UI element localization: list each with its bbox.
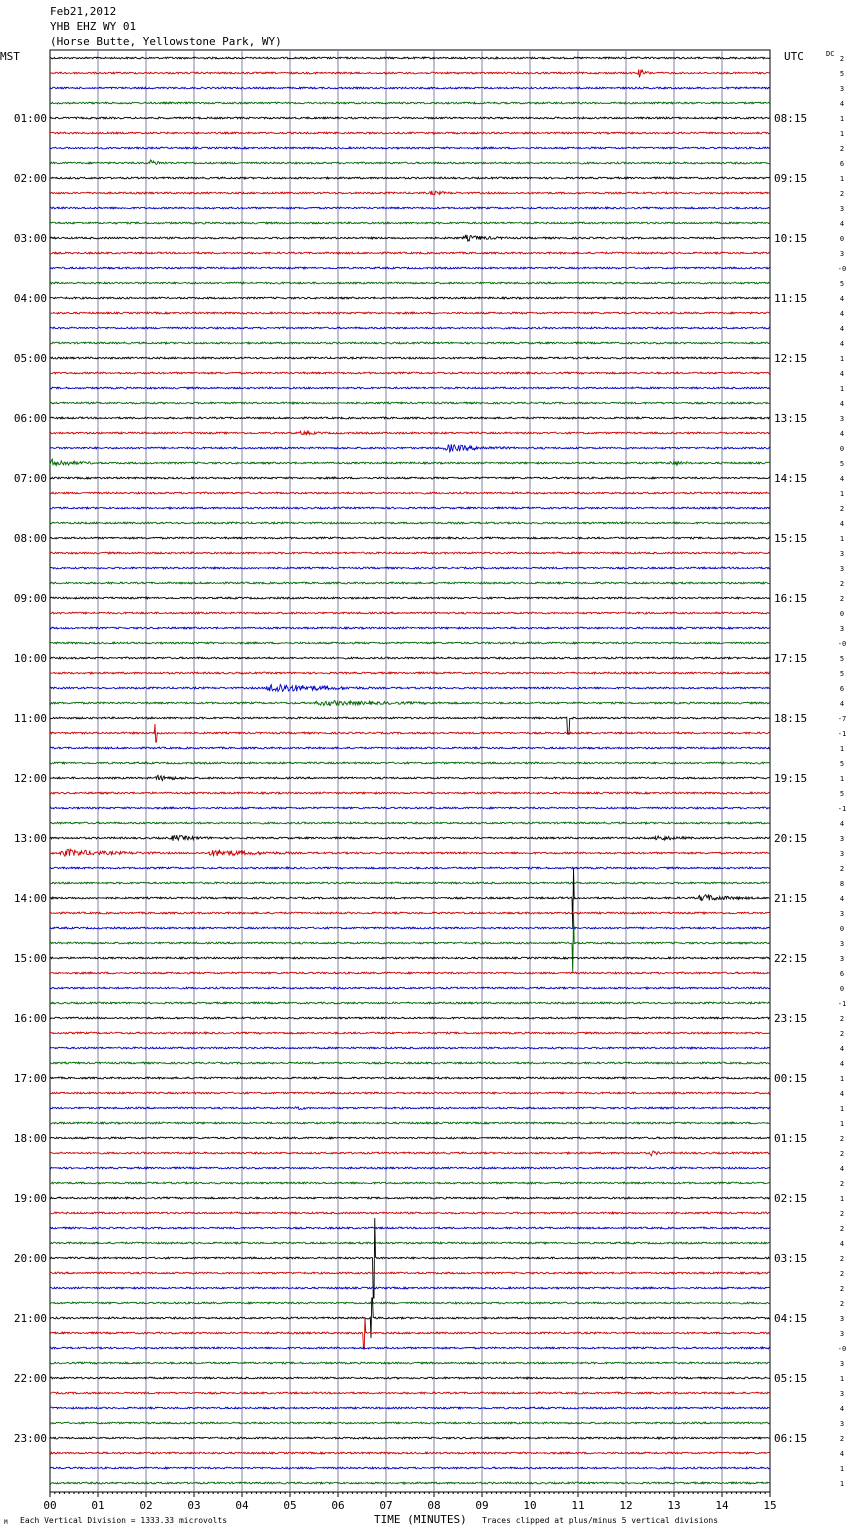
dc-offset-label: 3: [839, 625, 845, 633]
trace-5: [50, 132, 770, 134]
trace-35: [50, 582, 770, 584]
trace-38: [50, 627, 770, 629]
dc-offset-label: 4: [839, 820, 845, 828]
trace-81: [50, 1272, 770, 1274]
trace-24: [50, 417, 770, 419]
mst-hour-label: 23:00: [13, 1432, 47, 1445]
trace-80: [50, 1218, 770, 1298]
mst-hour-label: 03:00: [13, 232, 47, 245]
utc-hour-label: 04:15: [774, 1312, 808, 1325]
dc-offset-label: 3: [839, 1330, 845, 1338]
dc-offset-label: 2: [839, 1030, 845, 1038]
dc-offset-label: 1: [839, 535, 845, 543]
dc-offset-label: 1: [839, 130, 845, 138]
dc-offset-label: 1: [839, 385, 845, 393]
dc-offset-label: 2: [839, 190, 845, 198]
utc-hour-label: 19:15: [774, 772, 808, 785]
trace-3: [50, 102, 770, 104]
dc-offset-label: 1: [839, 1465, 845, 1473]
trace-69: [50, 1092, 770, 1094]
trace-60: [50, 957, 770, 959]
trace-17: [50, 312, 770, 314]
trace-82: [50, 1287, 770, 1289]
trace-63: [50, 1002, 770, 1004]
utc-hour-label: 00:15: [774, 1072, 808, 1085]
dc-offset-label: 3: [839, 415, 845, 423]
utc-hour-label: 20:15: [774, 832, 808, 845]
mst-hour-label: 17:00: [13, 1072, 47, 1085]
trace-10: [50, 207, 770, 209]
dc-offset-label: -0: [837, 640, 847, 648]
trace-31: [50, 522, 770, 524]
dc-offset-label: 1: [839, 1120, 845, 1128]
trace-39: [50, 642, 770, 644]
clip-note: Traces clipped at plus/minus 5 vertical divisions: [482, 1516, 719, 1525]
trace-79: [50, 1242, 770, 1244]
trace-25: [50, 431, 770, 434]
trace-76: [50, 1197, 770, 1199]
dc-offset-label: 4: [839, 100, 845, 108]
trace-52: [50, 835, 770, 841]
trace-45: [50, 724, 770, 742]
trace-89: [50, 1392, 770, 1394]
trace-20: [50, 357, 770, 359]
dc-offset-label: 6: [839, 685, 845, 693]
dc-offset-label: 2: [839, 505, 845, 513]
trace-15: [50, 282, 770, 284]
utc-hour-label: 05:15: [774, 1372, 808, 1385]
trace-27: [50, 459, 770, 465]
dc-offset-label: 2: [839, 1015, 845, 1023]
trace-48: [50, 775, 770, 780]
trace-40: [50, 657, 770, 659]
dc-offset-label: 2: [839, 55, 845, 63]
trace-83: [50, 1302, 770, 1304]
dc-offset-label: 4: [839, 1165, 845, 1173]
utc-hour-label: 09:15: [774, 172, 808, 185]
trace-14: [50, 267, 770, 269]
dc-offset-label: 2: [839, 865, 845, 873]
trace-93: [50, 1452, 770, 1454]
trace-49: [50, 792, 770, 794]
trace-47: [50, 762, 770, 764]
mst-hour-label: 09:00: [13, 592, 47, 605]
utc-hour-label: 08:15: [774, 112, 808, 125]
trace-32: [50, 537, 770, 539]
trace-71: [50, 1122, 770, 1124]
trace-57: [50, 912, 770, 914]
mst-hour-label: 05:00: [13, 352, 47, 365]
trace-74: [50, 1167, 770, 1169]
trace-21: [50, 372, 770, 374]
dc-offset-label: 2: [839, 595, 845, 603]
trace-6: [50, 147, 770, 149]
dc-offset-label: 4: [839, 475, 845, 483]
trace-22: [50, 387, 770, 389]
mst-hour-label: 02:00: [13, 172, 47, 185]
dc-offset-label: 4: [839, 220, 845, 228]
trace-55: [50, 882, 770, 884]
dc-offset-label: -0: [837, 1345, 847, 1353]
dc-offset-label: 0: [839, 610, 845, 618]
mst-label: MST: [0, 50, 20, 63]
dc-offset-label: 2: [839, 1285, 845, 1293]
x-tick-label: 08: [427, 1499, 441, 1512]
mst-hour-label: 08:00: [13, 532, 47, 545]
trace-12: [50, 235, 770, 241]
utc-hour-label: 03:15: [774, 1252, 808, 1265]
utc-hour-label: 12:15: [774, 352, 808, 365]
dc-offset-label: 0: [839, 235, 845, 243]
dc-offset-label: 4: [839, 700, 845, 708]
mst-hour-label: 11:00: [13, 712, 47, 725]
dc-offset-label: 6: [839, 970, 845, 978]
trace-58: [50, 927, 770, 929]
trace-62: [50, 987, 770, 989]
dc-offset-label: 2: [839, 1135, 845, 1143]
trace-73: [50, 1151, 770, 1156]
dc-offset-label: 3: [839, 850, 845, 858]
trace-43: [50, 701, 770, 706]
trace-64: [50, 1017, 770, 1019]
trace-91: [50, 1422, 770, 1424]
dc-offset-label: 5: [839, 70, 845, 78]
trace-72: [50, 1137, 770, 1139]
dc-offset-label: 4: [839, 520, 845, 528]
utc-hour-label: 23:15: [774, 1012, 808, 1025]
trace-7: [50, 160, 770, 165]
dc-offset-label: 4: [839, 1090, 845, 1098]
utc-hour-label: 18:15: [774, 712, 808, 725]
mst-hour-label: 20:00: [13, 1252, 47, 1265]
x-tick-label: 12: [619, 1499, 633, 1512]
plot-frame: [50, 50, 770, 1492]
dc-offset-label: 1: [839, 115, 845, 123]
trace-8: [50, 177, 770, 179]
dc-offset-label: 1: [839, 1075, 845, 1083]
trace-54: [50, 867, 770, 869]
trace-65: [50, 1032, 770, 1034]
dc-offset-label: 2: [839, 580, 845, 588]
dc-offset-label: 4: [839, 1405, 845, 1413]
dc-offset-label: 3: [839, 835, 845, 843]
corner-mark: M: [4, 1519, 8, 1526]
trace-11: [50, 222, 770, 224]
dc-offset-label: 5: [839, 460, 845, 468]
utc-hour-label: 17:15: [774, 652, 808, 665]
x-tick-label: 04: [235, 1499, 249, 1512]
dc-offset-label: 3: [839, 1315, 845, 1323]
trace-70: [50, 1107, 770, 1110]
dc-offset-label: 3: [839, 940, 845, 948]
trace-90: [50, 1407, 770, 1409]
trace-19: [50, 342, 770, 344]
dc-offset-label: 3: [839, 1360, 845, 1368]
dc-offset-label: 2: [839, 1435, 845, 1443]
dc-offset-label: 3: [839, 1420, 845, 1428]
x-tick-label: 10: [523, 1499, 537, 1512]
dc-offset-label: 2: [839, 1255, 845, 1263]
mst-hour-label: 10:00: [13, 652, 47, 665]
dc-offset-label: 4: [839, 1060, 845, 1068]
dc-offset-label: 4: [839, 325, 845, 333]
trace-37: [50, 612, 770, 614]
mst-hour-label: 06:00: [13, 412, 47, 425]
dc-offset-label: 6: [839, 160, 845, 168]
trace-26: [50, 444, 770, 452]
dc-offset-label: 4: [839, 370, 845, 378]
trace-29: [50, 492, 770, 494]
dc-offset-label: 3: [839, 250, 845, 258]
trace-13: [50, 252, 770, 254]
dc-offset-label: 1: [839, 1195, 845, 1203]
dc-offset-label: -7: [837, 715, 847, 723]
dc-offset-label: 1: [839, 490, 845, 498]
dc-offset-label: 2: [839, 145, 845, 153]
trace-44: [50, 717, 770, 734]
x-tick-label: 06: [331, 1499, 345, 1512]
trace-92: [50, 1437, 770, 1439]
chart-date: Feb21,2012: [50, 5, 117, 18]
trace-87: [50, 1362, 770, 1364]
dc-offset-label: 1: [839, 1105, 845, 1113]
trace-67: [50, 1062, 770, 1064]
trace-16: [50, 297, 770, 299]
mst-hour-label: 04:00: [13, 292, 47, 305]
trace-56: [50, 868, 770, 928]
trace-85: [50, 1317, 770, 1349]
x-tick-label: 15: [763, 1499, 777, 1512]
trace-88: [50, 1377, 770, 1379]
dc-offset-label: 1: [839, 1480, 845, 1488]
dc-offset-label: 5: [839, 280, 845, 288]
trace-34: [50, 567, 770, 569]
dc-offset-label: 3: [839, 565, 845, 573]
dc-offset-label: 3: [839, 85, 845, 93]
trace-33: [50, 552, 770, 554]
utc-hour-label: 10:15: [774, 232, 808, 245]
x-tick-label: 09: [475, 1499, 489, 1512]
dc-offset-label: 1: [839, 175, 845, 183]
mst-hour-label: 14:00: [13, 892, 47, 905]
dc-offset-label: 3: [839, 955, 845, 963]
x-tick-label: 05: [283, 1499, 297, 1512]
dc-offset-label: 4: [839, 310, 845, 318]
x-axis-title: TIME (MINUTES): [374, 1513, 467, 1526]
trace-23: [50, 402, 770, 404]
x-tick-label: 14: [715, 1499, 729, 1512]
chart-station: YHB EHZ WY 01: [50, 20, 137, 33]
dc-offset-label: -0: [837, 265, 847, 273]
trace-53: [50, 849, 770, 856]
dc-label: DC: [826, 50, 835, 58]
trace-50: [50, 807, 770, 809]
utc-hour-label: 16:15: [774, 592, 808, 605]
mst-hour-label: 13:00: [13, 832, 47, 845]
utc-hour-label: 13:15: [774, 412, 808, 425]
dc-offset-label: 3: [839, 205, 845, 213]
mst-hour-label: 22:00: [13, 1372, 47, 1385]
trace-77: [50, 1212, 770, 1214]
mst-hour-label: 01:00: [13, 112, 47, 125]
dc-offset-label: 4: [839, 340, 845, 348]
trace-42: [50, 685, 770, 692]
utc-label: UTC: [784, 50, 804, 63]
dc-offset-label: 3: [839, 1390, 845, 1398]
trace-0: [50, 57, 770, 59]
x-tick-label: 11: [571, 1499, 585, 1512]
x-tick-label: 07: [379, 1499, 393, 1512]
trace-95: [50, 1482, 770, 1484]
dc-offset-label: 5: [839, 790, 845, 798]
trace-2: [50, 87, 770, 89]
vertical-division-note: Each Vertical Division = 1333.33 microvolts: [20, 1516, 228, 1525]
dc-offset-label: 4: [839, 400, 845, 408]
dc-offset-label: 5: [839, 670, 845, 678]
dc-offset-label: 1: [839, 355, 845, 363]
trace-68: [50, 1077, 770, 1079]
trace-78: [50, 1227, 770, 1229]
trace-41: [50, 672, 770, 674]
x-tick-label: 01: [91, 1499, 105, 1512]
dc-offset-label: 4: [839, 295, 845, 303]
dc-offset-label: 8: [839, 880, 845, 888]
utc-hour-label: 11:15: [774, 292, 808, 305]
dc-offset-label: 3: [839, 550, 845, 558]
trace-61: [50, 972, 770, 974]
utc-hour-label: 22:15: [774, 952, 808, 965]
trace-86: [50, 1347, 770, 1349]
utc-hour-label: 02:15: [774, 1192, 808, 1205]
trace-51: [50, 822, 770, 824]
mst-hour-label: 19:00: [13, 1192, 47, 1205]
dc-offset-label: 0: [839, 445, 845, 453]
mst-hour-label: 07:00: [13, 472, 47, 485]
mst-hour-label: 18:00: [13, 1132, 47, 1145]
trace-9: [50, 191, 770, 195]
utc-hour-label: 01:15: [774, 1132, 808, 1145]
mst-hour-label: 16:00: [13, 1012, 47, 1025]
trace-66: [50, 1047, 770, 1049]
dc-offset-label: 0: [839, 925, 845, 933]
trace-4: [50, 117, 770, 119]
chart-location: (Horse Butte, Yellowstone Park, WY): [50, 35, 282, 48]
dc-offset-label: 4: [839, 1450, 845, 1458]
dc-offset-label: 4: [839, 1045, 845, 1053]
utc-hour-label: 06:15: [774, 1432, 808, 1445]
trace-59: [50, 913, 770, 973]
trace-30: [50, 507, 770, 509]
dc-offset-label: 2: [839, 1210, 845, 1218]
x-tick-label: 02: [139, 1499, 153, 1512]
dc-offset-label: 1: [839, 775, 845, 783]
dc-offset-label: 3: [839, 910, 845, 918]
dc-offset-label: 2: [839, 1180, 845, 1188]
x-tick-label: 03: [187, 1499, 201, 1512]
x-tick-label: 13: [667, 1499, 681, 1512]
mst-hour-label: 21:00: [13, 1312, 47, 1325]
utc-hour-label: 15:15: [774, 532, 808, 545]
trace-18: [50, 327, 770, 329]
utc-hour-label: 21:15: [774, 892, 808, 905]
dc-offset-label: 5: [839, 760, 845, 768]
dc-offset-label: 4: [839, 430, 845, 438]
mst-hour-label: 12:00: [13, 772, 47, 785]
dc-offset-label: 2: [839, 1225, 845, 1233]
trace-28: [50, 477, 770, 479]
dc-offset-label: 1: [839, 1375, 845, 1383]
x-tick-label: 00: [43, 1499, 57, 1512]
dc-offset-label: 1: [839, 745, 845, 753]
dc-offset-label: 4: [839, 1240, 845, 1248]
dc-offset-label: 2: [839, 1270, 845, 1278]
dc-offset-label: 5: [839, 655, 845, 663]
dc-offset-label: -1: [837, 805, 847, 813]
dc-offset-label: 4: [839, 895, 845, 903]
mst-hour-label: 15:00: [13, 952, 47, 965]
trace-46: [50, 747, 770, 749]
trace-36: [50, 597, 770, 599]
trace-1: [50, 69, 770, 77]
utc-hour-label: 14:15: [774, 472, 808, 485]
dc-offset-label: -1: [837, 730, 847, 738]
trace-75: [50, 1182, 770, 1184]
trace-94: [50, 1467, 770, 1469]
dc-offset-label: 2: [839, 1300, 845, 1308]
dc-offset-label: 2: [839, 1150, 845, 1158]
dc-offset-label: 0: [839, 985, 845, 993]
dc-offset-label: -1: [837, 1000, 847, 1008]
